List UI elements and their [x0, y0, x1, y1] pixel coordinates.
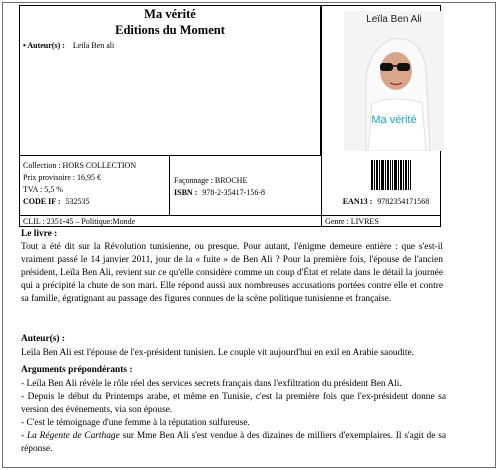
book-cover-image — [344, 11, 444, 151]
prix-text: Prix provisoire : 16,95 € — [23, 173, 101, 182]
code-if-value: 532535 — [65, 197, 90, 206]
argument-last-prefix: - — [21, 431, 27, 441]
publisher-name: Editions du Moment — [115, 23, 225, 37]
ean-value: 9782354171568 — [377, 197, 430, 206]
author-value: Leila Ben ali — [72, 41, 115, 50]
arguments-list — [21, 378, 446, 456]
arguments-heading: Arguments prépondérants : — [21, 365, 133, 375]
isbn-value: 978-2-35417-156-8 — [202, 188, 265, 197]
grid-line-cover-divider — [321, 5, 322, 215]
tva-text: TVA : 5,5 % — [23, 185, 63, 194]
author-row — [23, 41, 114, 50]
argument-item: - Leïla Ben Ali révèle le rôle réel des services secrets français dans l'exfiltration du président Ben Ali. — [21, 379, 402, 389]
argument-last-rest: sur Mme Ben Ali s'est vendue à des dizaines de milliers d'exemplaires. Il s'agit de sa réponse. — [21, 431, 446, 454]
book-title: Ma vérité — [144, 7, 196, 21]
argument-book-title: La Régente de Carthage — [26, 431, 120, 441]
author-label: • Auteur(s) : — [23, 41, 65, 50]
faconnage-text: Façonnage : BROCHE — [174, 176, 248, 185]
cover-title-text: Ma vérité — [371, 114, 417, 126]
isbn-row — [174, 187, 265, 198]
genre-text: Genre : LIVRES — [325, 217, 379, 226]
collection-text: Collection : HORS COLLECTION — [23, 161, 137, 170]
code-if-row — [23, 196, 89, 207]
livre-heading: Le livre : — [21, 229, 58, 239]
ean-row — [331, 197, 441, 206]
livre-text: Tout a été dit sur la Révolution tunisienne, ou presque. Pour autant, l'énigme demeure entière : que s'est-il vraiment passé le 14 janvier 2011, jour de la « fuite » de Ben Ali ? Pour la première fois, l'épouse de l'ancien président, Leïla Ben Ali, revient sur ce qu'elle considère comme un coup d'État et relate dans le détail la journée qui a précipité la chute de son mari. Elle répond aussi aux nombreuses accusations portées contre elle et contre sa famille, égratignant au passage des figures connues de la scène politique tunisienne et française. — [21, 242, 443, 304]
cover-author-text: Leïla Ben Ali — [366, 14, 422, 25]
barcode — [371, 160, 411, 190]
auteur-heading: Auteur(s) : — [21, 334, 66, 344]
clil-text: CLIL : 2351-45 – Politique:Monde — [23, 217, 136, 226]
ean-label: EAN13 : — [342, 197, 373, 206]
cover-illustration — [344, 11, 444, 151]
code-if-label: CODE IF : — [23, 197, 61, 206]
auteur-text: Leïla Ben Ali est l'épouse de l'ex-président tunisien. Le couple vit aujourd'hui en exil en Arabie saoudite. — [21, 348, 414, 358]
argument-item: - C'est le témoignage d'une femme à la réputation sulfureuse. — [21, 418, 250, 428]
argument-item-last — [21, 430, 446, 456]
isbn-label: ISBN : — [174, 188, 198, 197]
grid-line-genre-divider — [321, 215, 322, 227]
argument-item: - Depuis le début du Printemps arabe, et même en Tunisie, c'est la première fois que l'ex-président donne sa version des événements, via son épouse. — [21, 392, 446, 415]
grid-line-info-divider — [169, 155, 170, 215]
barcode-icon — [371, 160, 411, 190]
grid-line-mid — [19, 155, 321, 156]
